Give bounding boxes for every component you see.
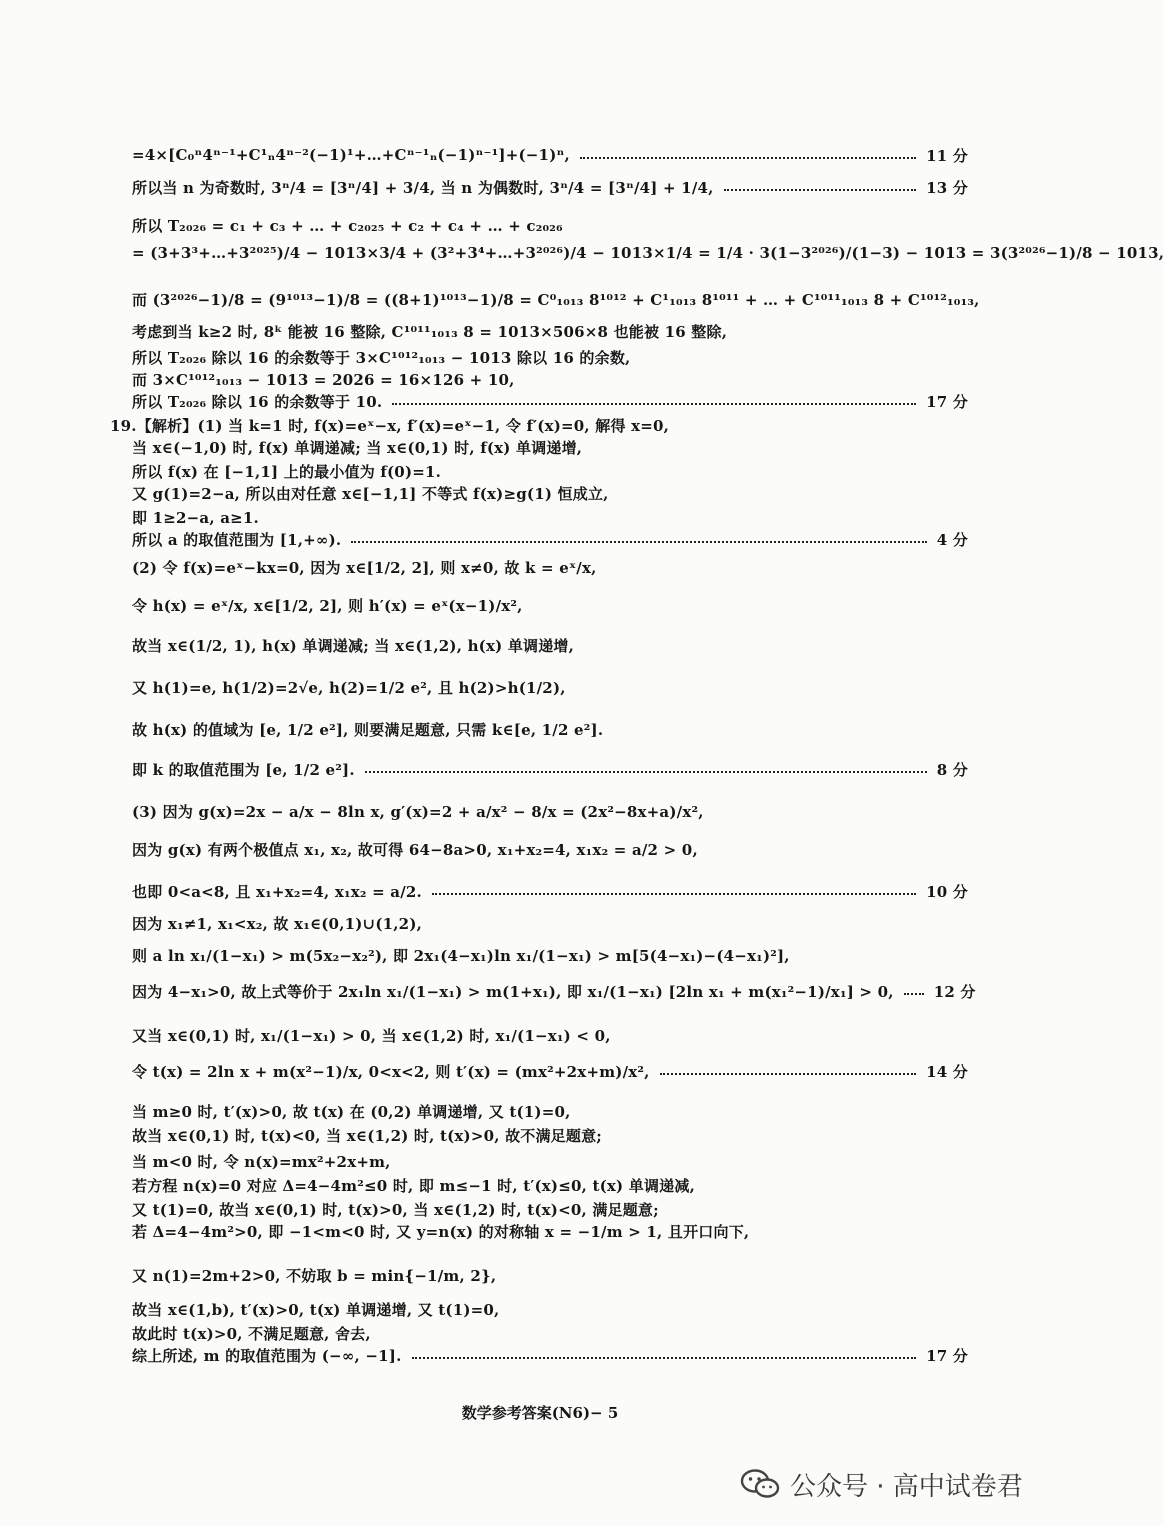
score-mark: 10 分 <box>926 882 968 901</box>
solution-line-text: 所以 T₂₀₂₆ 除以 16 的余数等于 10. <box>132 392 383 411</box>
solution-line <box>132 834 968 864</box>
solution-line-text: 又 t(1)=0, 故当 x∈(0,1) 时, t(x)>0, 当 x∈(1,2) 时, t(x)<0, 满足题意; <box>132 1200 659 1219</box>
page-footer: 数学参考答案(N6)− 5 <box>461 1404 619 1422</box>
solution-line <box>132 1216 968 1246</box>
solution-line <box>132 238 1164 268</box>
solution-line-text: 令 t(x) = 2ln x + m(x²−1)/x, 0<x<2, 则 t′(x) = (mx²+2x+m)/x², <box>132 1062 650 1081</box>
solution-line-text: 19.【解析】(1) 当 k=1 时, f(x)=eˣ−x, f′(x)=eˣ−1, 令 f′(x)=0, 解得 x=0, <box>110 416 670 435</box>
solution-line-text: 故此时 t(x)>0, 不满足题意, 舍去, <box>132 1324 371 1343</box>
solution-line-text: 所以当 n 为奇数时, 3ⁿ/4 = [3ⁿ/4] + 3/4, 当 n 为偶数时, 3ⁿ/4 = [3ⁿ/4] + 1/4, <box>132 178 714 197</box>
solution-line-text: 而 (3²⁰²⁶−1)/8 = (9¹⁰¹³−1)/8 = ((8+1)¹⁰¹³−1)/8 = C⁰₁₀₁₃ 8¹⁰¹² + C¹₁₀₁₃ 8¹⁰¹¹ + … + C¹⁰¹¹₁₀₁₃ 8 + C¹⁰¹²₁₀₁₃, <box>132 290 980 309</box>
dotted-leader <box>412 1357 917 1359</box>
solution-line-text: 综上所述, m 的取值范围为 (−∞, −1]. <box>132 1346 402 1365</box>
solution-line-text: 又当 x∈(0,1) 时, x₁/(1−x₁) > 0, 当 x∈(1,2) 时, x₁/(1−x₁) < 0, <box>132 1026 611 1045</box>
solution-line-text: 令 h(x) = eˣ/x, x∈[1/2, 2], 则 h′(x) = eˣ(x−1)/x², <box>132 596 523 615</box>
solution-line <box>132 1056 968 1086</box>
solution-line-text: 又 h(1)=e, h(1/2)=2√e, h(2)=1/2 e², 且 h(2)>h(1/2), <box>132 678 566 697</box>
solution-line-text: 若方程 n(x)=0 对应 Δ=4−4m²≤0 时, 即 m≤−1 时, t′(x)≤0, t(x) 单调递减, <box>132 1176 695 1195</box>
score-mark: 8 分 <box>936 760 968 779</box>
solution-line-text: 则 a ln x₁/(1−x₁) > m(5x₂−x₂²), 即 2x₁(4−x₁)ln x₁/(1−x₁) > m[5(4−x₁)−(4−x₁)²], <box>132 946 790 965</box>
score-mark: 4 分 <box>936 530 968 549</box>
wechat-icon <box>740 1468 780 1500</box>
dotted-leader <box>660 1073 916 1075</box>
solution-line-text: 当 m≥0 时, t′(x)>0, 故 t(x) 在 (0,2) 单调递增, 又 t(1)=0, <box>132 1102 571 1121</box>
solution-line-text: =4×[C₀ⁿ4ⁿ⁻¹+C¹ₙ4ⁿ⁻²(−1)¹+…+Cⁿ⁻¹ₙ(−1)ⁿ⁻¹]+(−1)ⁿ, <box>132 146 570 164</box>
solution-line-text: 故当 x∈(1/2, 1), h(x) 单调递减; 当 x∈(1,2), h(x) 单调递增, <box>132 636 575 655</box>
solution-line-text: 若 Δ=4−4m²>0, 即 −1<m<0 时, 又 y=n(x) 的对称轴 x = −1/m > 1, 且开口向下, <box>132 1222 750 1241</box>
solution-line-text: 所以 f(x) 在 [−1,1] 上的最小值为 f(0)=1. <box>132 462 442 481</box>
solution-line <box>132 1340 968 1370</box>
solution-line <box>132 940 968 970</box>
solution-line-text: 考虑到当 k≥2 时, 8ᵏ 能被 16 整除, C¹⁰¹¹₁₀₁₃ 8 = 1013×506×8 也能被 16 整除, <box>132 322 728 341</box>
score-mark: 14 分 <box>926 1062 968 1081</box>
dotted-leader <box>904 993 924 995</box>
solution-line <box>132 796 968 826</box>
solution-line <box>132 552 968 582</box>
score-mark: 11 分 <box>926 146 968 165</box>
solution-line <box>132 976 976 1006</box>
solution-line-text: 因为 g(x) 有两个极值点 x₁, x₂, 故可得 64−8a>0, x₁+x₂=4, x₁x₂ = a/2 > 0, <box>132 840 698 859</box>
solution-line <box>132 1260 968 1290</box>
solution-line-text: 即 1≥2−a, a≥1. <box>132 508 259 527</box>
solution-line <box>132 140 968 170</box>
dotted-leader <box>351 541 926 543</box>
dotted-leader <box>365 771 927 773</box>
watermark-text: 公众号 · 高中试卷君 <box>790 1471 1023 1502</box>
solution-line-text: 而 3×C¹⁰¹²₁₀₁₃ − 1013 = 2026 = 16×126 + 10, <box>132 370 515 389</box>
solution-line-text: (2) 令 f(x)=eˣ−kx=0, 因为 x∈[1/2, 2], 则 x≠0, 故 k = eˣ/x, <box>132 558 597 577</box>
score-mark: 17 分 <box>926 392 968 411</box>
solution-line-text: 又 g(1)=2−a, 所以由对任意 x∈[−1,1] 不等式 f(x)≥g(1) 恒成立, <box>132 484 609 503</box>
solution-line <box>132 172 968 202</box>
solution-line <box>132 210 968 240</box>
dotted-leader <box>580 157 916 159</box>
solution-line-text: 因为 4−x₁>0, 故上式等价于 2x₁ln x₁/(1−x₁) > m(1+x₁), 即 x₁/(1−x₁) [2ln x₁ + m(x₁²−1)/x₁] > 0, <box>132 982 894 1001</box>
dotted-leader <box>724 189 917 191</box>
solution-line-text: 故 h(x) 的值域为 [e, 1/2 e²], 则要满足题意, 只需 k∈[e, 1/2 e²]. <box>132 720 604 739</box>
solution-line <box>132 876 968 906</box>
solution-line <box>132 630 968 660</box>
solution-line-text: 所以 T₂₀₂₆ = c₁ + c₃ + … + c₂₀₂₅ + c₂ + c₄ + … + c₂₀₂₆ <box>132 216 563 235</box>
solution-line-text: 又 n(1)=2m+2>0, 不妨取 b = min{−1/m, 2}, <box>132 1266 497 1285</box>
solution-line-text: 当 x∈(−1,0) 时, f(x) 单调递减; 当 x∈(0,1) 时, f(x) 单调递增, <box>132 438 583 457</box>
solution-line-text: 故当 x∈(0,1) 时, t(x)<0, 当 x∈(1,2) 时, t(x)>0, 故不满足题意; <box>132 1126 603 1145</box>
dotted-leader <box>432 893 916 895</box>
solution-line <box>132 672 968 702</box>
solution-line <box>132 908 968 938</box>
solution-line-text: 也即 0<a<8, 且 x₁+x₂=4, x₁x₂ = a/2. <box>132 882 422 901</box>
solution-line-text: 当 m<0 时, 令 n(x)=mx²+2x+m, <box>132 1152 391 1171</box>
solution-line-text: 所以 T₂₀₂₆ 除以 16 的余数等于 3×C¹⁰¹²₁₀₁₃ − 1013 除以 16 的余数, <box>132 348 631 367</box>
solution-line <box>132 754 968 784</box>
solution-line-text: = (3+3³+…+3²⁰²⁵)/4 − 1013×3/4 + (3²+3⁴+…+3²⁰²⁶)/4 − 1013×1/4 = 1/4 · 3(1−3²⁰²⁶)/(1−3) − 1013 = 3(3²⁰²⁶−1)/8 − 1013, <box>132 244 1164 262</box>
score-mark: 17 分 <box>926 1346 968 1365</box>
solution-line-text: 因为 x₁≠1, x₁<x₂, 故 x₁∈(0,1)∪(1,2), <box>132 914 423 933</box>
solution-line <box>132 714 968 744</box>
solution-line-text: 即 k 的取值范围为 [e, 1/2 e²]. <box>132 760 355 779</box>
solution-line <box>132 524 968 554</box>
solution-line <box>132 284 980 314</box>
dotted-leader <box>392 403 916 405</box>
solution-line-text: 故当 x∈(1,b), t′(x)>0, t(x) 单调递增, 又 t(1)=0, <box>132 1300 500 1319</box>
solution-line-text: 所以 a 的取值范围为 [1,+∞). <box>132 530 342 549</box>
solution-line <box>132 1020 968 1050</box>
score-mark: 13 分 <box>926 178 968 197</box>
score-mark: 12 分 <box>933 982 976 1001</box>
solution-line-text: (3) 因为 g(x)=2x − a/x − 8ln x, g′(x)=2 + a/x² − 8/x = (2x²−8x+a)/x², <box>132 802 704 821</box>
solution-line <box>132 590 968 620</box>
watermark <box>740 1464 1023 1504</box>
